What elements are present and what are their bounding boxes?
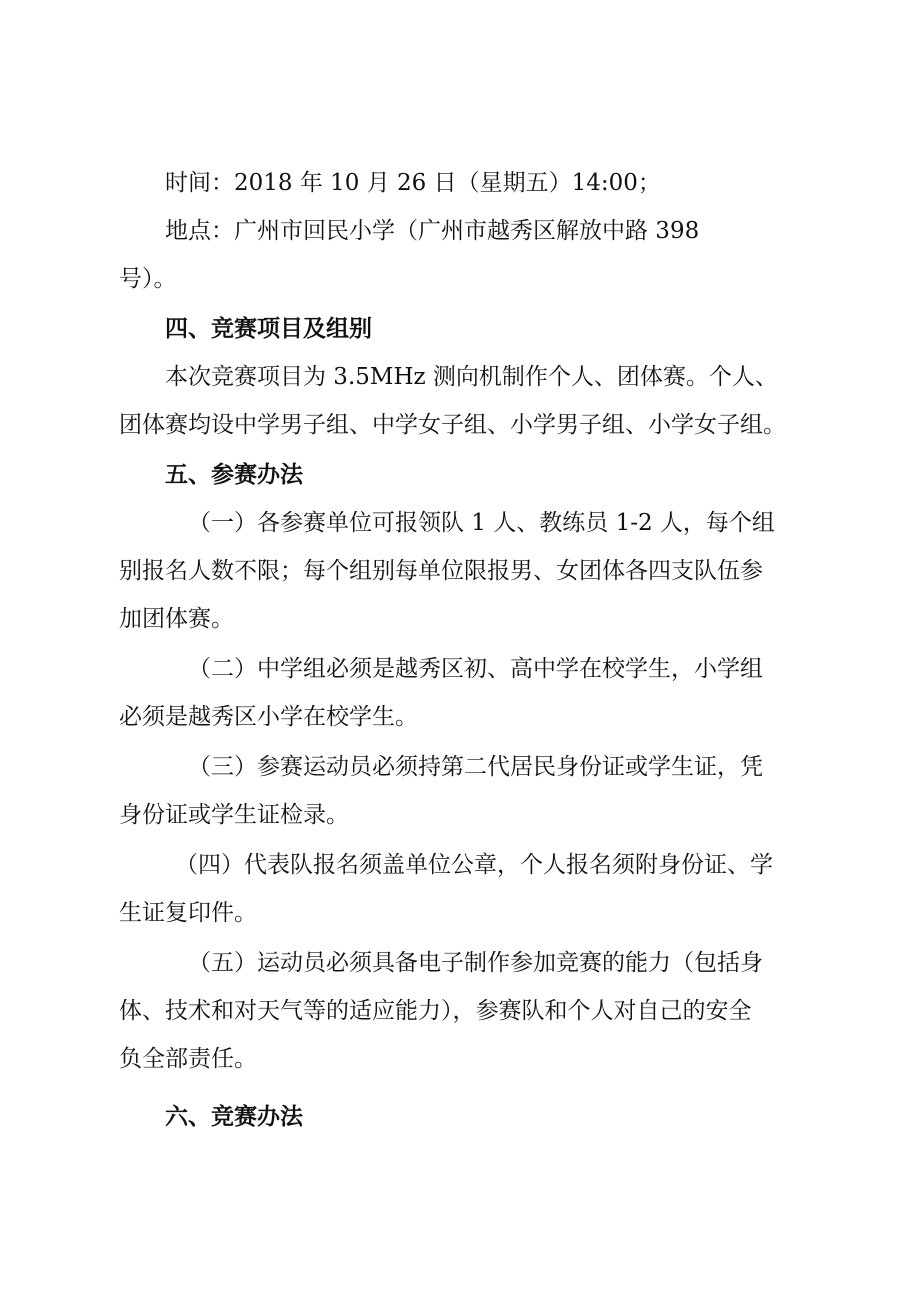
paragraph-line: 团体赛均设中学男子组、中学女子组、小学男子组、小学女子组。 xyxy=(119,412,786,438)
item-4-line: 生证复印件。 xyxy=(119,900,257,926)
item-2-line: 必须是越秀区小学在校学生。 xyxy=(119,704,418,730)
item-5-line: （五）运动员必须具备电子制作参加竞赛的能力（包括身 xyxy=(188,950,763,976)
item-5-line: 负全部责任。 xyxy=(119,1046,257,1072)
location-line-cont: 号）。 xyxy=(119,266,177,292)
item-1-line: （一）各参赛单位可报领队 1 人、教练员 1-2 人，每个组 xyxy=(188,510,775,536)
item-3-line: 身份证或学生证检录。 xyxy=(119,802,349,828)
item-4-line: （四）代表队报名须盖单位公章，个人报名须附身份证、学 xyxy=(175,852,773,878)
time-line: 时间：2018 年 10 月 26 日（星期五）14:00； xyxy=(165,170,661,196)
item-2-line: （二）中学组必须是越秀区初、高中学在校学生，小学组 xyxy=(188,656,763,682)
item-1-line: 加团体赛。 xyxy=(119,606,234,632)
section-heading-5: 五、参赛办法 xyxy=(165,462,303,488)
section-heading-4: 四、竞赛项目及组别 xyxy=(165,316,372,342)
item-3-line: （三）参赛运动员必须持第二代居民身份证或学生证，凭 xyxy=(188,754,763,780)
section-heading-6: 六、竞赛办法 xyxy=(165,1104,303,1130)
paragraph-line: 本次竞赛项目为 3.5MHz 测向机制作个人、团体赛。个人、 xyxy=(165,364,778,390)
location-line: 地点：广州市回民小学（广州市越秀区解放中路 398 xyxy=(165,218,700,244)
item-1-line: 别报名人数不限；每个组别每单位限报男、女团体各四支队伍参 xyxy=(119,558,763,584)
item-5-line: 体、技术和对天气等的适应能力），参赛队和个人对自己的安全 xyxy=(119,998,752,1024)
